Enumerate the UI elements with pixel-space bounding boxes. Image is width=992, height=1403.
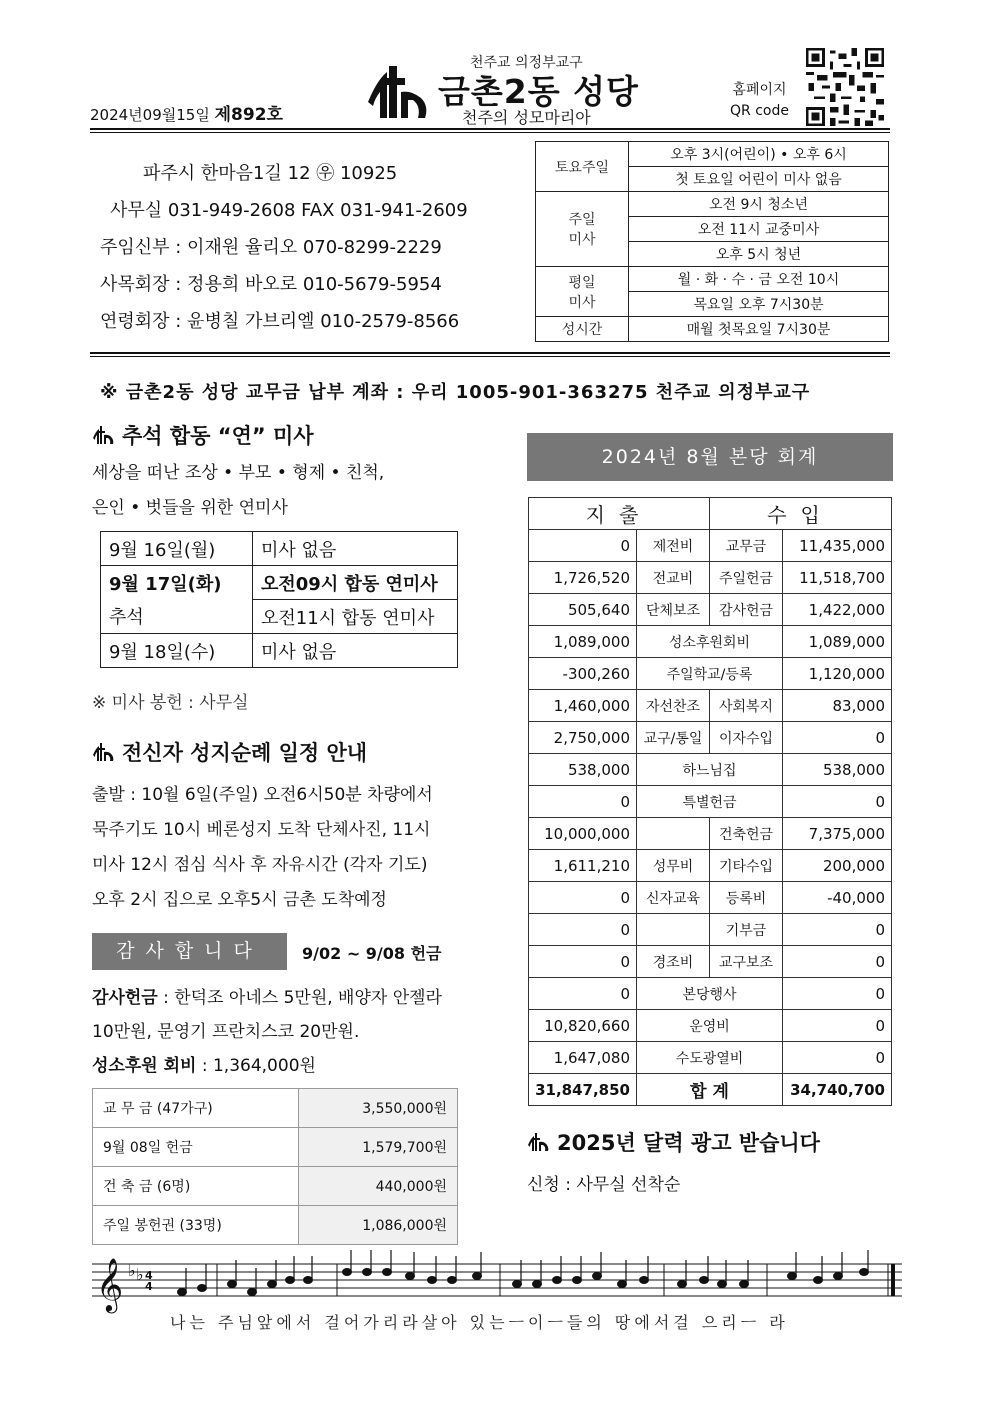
sunday-label-2: 미사 <box>568 232 596 248</box>
offering-label: 9월 08일 헌금 <box>93 1128 299 1167</box>
weekday-mass-1: 월 · 화 · 수 · 금 오전 10시 <box>629 267 889 292</box>
chuseok-heading <box>92 420 314 450</box>
finance-item: 하느님집 <box>637 754 783 786</box>
music-note <box>286 1277 295 1284</box>
expense-item: 성무비 <box>637 850 710 882</box>
music-note <box>553 1277 562 1284</box>
expense-item: 경조비 <box>637 946 710 978</box>
music-note <box>383 1269 392 1276</box>
income-amount: 1,120,000 <box>783 658 892 690</box>
calendar-ad-title: 2025년 달력 광고 받습니다 <box>557 1131 820 1155</box>
offering-label: 건 축 금 (6명) <box>93 1167 299 1206</box>
income-amount: 1,089,000 <box>783 626 892 658</box>
weekday-label-2: 미사 <box>568 294 596 311</box>
chuseok-desc-2: 은인 • 벗들을 위한 연미사 <box>92 498 288 518</box>
income-item: 건축헌금 <box>710 818 783 850</box>
vocation-amount: : 1,364,000원 <box>196 1056 316 1076</box>
finance-row <box>529 562 892 594</box>
header-rule-thin <box>90 132 890 133</box>
music-note <box>248 1289 257 1296</box>
mass-schedule-table <box>535 141 889 342</box>
expense-item <box>637 914 710 946</box>
income-header: 수입 <box>710 498 892 530</box>
income-amount: 0 <box>783 1042 892 1074</box>
offering-label: 교 무 금 (47가구) <box>93 1089 299 1128</box>
expense-amount: 0 <box>529 786 637 818</box>
finance-total-row <box>529 1074 892 1106</box>
total-income: 34,740,700 <box>783 1074 892 1106</box>
church-logo-icon <box>365 62 435 122</box>
thanks-line-3 <box>92 1051 316 1076</box>
contact-rule <box>90 352 890 354</box>
income-item: 교무금 <box>710 530 783 562</box>
music-note <box>834 1273 843 1280</box>
offering-amount: 3,550,000원 <box>299 1089 458 1128</box>
music-note <box>814 1277 823 1284</box>
income-item: 기타수입 <box>710 850 783 882</box>
income-amount: 11,518,700 <box>783 562 892 594</box>
svg-text:♭: ♭ <box>128 1261 136 1280</box>
income-amount: -40,000 <box>783 882 892 914</box>
total-expense: 31,847,850 <box>529 1074 637 1106</box>
offering-amount: 1,579,700원 <box>299 1128 458 1167</box>
pilgrimage-line: 묵주기도 10시 베론성지 도착 단체사진, 11시 <box>92 820 431 840</box>
holy-hour: 매월 첫목요일 7시30분 <box>629 317 889 342</box>
finance-row <box>529 722 892 754</box>
homepage-label <box>730 80 789 122</box>
header-rule <box>90 128 890 130</box>
finance-row <box>529 978 892 1010</box>
music-note <box>533 1281 542 1288</box>
finance-table <box>528 497 892 1106</box>
finance-row <box>529 1010 892 1042</box>
pastor-contact: 주임신부 : 이재원 율리오 070-8299-2229 <box>100 237 442 258</box>
finance-row <box>529 690 892 722</box>
finance-item: 수도광열비 <box>637 1042 783 1074</box>
weekday-mass-2: 목요일 오후 7시30분 <box>629 292 889 317</box>
income-amount: 0 <box>783 914 892 946</box>
thanks-label-box: 감사합니다 <box>92 933 287 970</box>
account-notice: ※ 금촌2동 성당 교무금 납부 계좌 : 우리 1005-901-363275 천주교 의정부교구 <box>100 382 811 403</box>
music-note <box>640 1277 649 1284</box>
music-note <box>406 1273 415 1280</box>
chuseok-date: 9월 16일(월) <box>101 532 253 566</box>
offering-amount: 1,086,000원 <box>299 1206 458 1245</box>
expense-item: 교구/통일 <box>637 722 710 754</box>
pilgrimage-line: 미사 12시 점심 식사 후 자유시간 (각자 기도) <box>92 855 428 875</box>
expense-amount: 0 <box>529 978 637 1010</box>
expense-header: 지출 <box>529 498 710 530</box>
thanks-line-1 <box>92 983 442 1008</box>
qr-text: QR code <box>730 103 789 119</box>
income-item: 감사헌금 <box>710 594 783 626</box>
sunday-label <box>536 192 629 267</box>
music-note <box>473 1273 482 1280</box>
pilgrimage-body <box>92 778 433 918</box>
chuseok-date: 9월 17일(화) <box>101 566 253 600</box>
offering-amount: 440,000원 <box>299 1167 458 1206</box>
finance-row <box>529 818 892 850</box>
svg-text:4: 4 <box>145 1280 153 1293</box>
income-amount: 83,000 <box>783 690 892 722</box>
vocation-label: 성소후원 회비 <box>92 1056 197 1076</box>
expense-amount: 0 <box>529 914 637 946</box>
income-amount: 0 <box>783 786 892 818</box>
music-note <box>228 1281 237 1288</box>
homepage-text: 홈페이지 <box>732 82 787 98</box>
income-amount: 0 <box>783 946 892 978</box>
church-name: 금촌2동 성당 <box>438 72 639 111</box>
music-note <box>448 1277 457 1284</box>
offering-table <box>92 1088 458 1245</box>
thanks-label: 감사헌금 <box>92 988 158 1008</box>
expense-amount: 505,640 <box>529 594 637 626</box>
expense-amount: 10,820,660 <box>529 1010 637 1042</box>
music-note <box>678 1281 687 1288</box>
expense-item: 신자교육 <box>637 882 710 914</box>
funeral-contact: 연령회장 : 윤병칠 가브리엘 010-2579-8566 <box>100 311 460 332</box>
music-note <box>860 1269 869 1276</box>
music-note <box>573 1277 582 1284</box>
weekday-label-1: 평일 <box>568 274 596 291</box>
finance-row <box>529 1042 892 1074</box>
holy-hour-label: 성시간 <box>536 317 629 342</box>
income-amount: 200,000 <box>783 850 892 882</box>
finance-row <box>529 914 892 946</box>
finance-title: 2024년 8월 본당 회계 <box>527 433 893 481</box>
weekday-label <box>536 267 629 317</box>
expense-amount: 1,460,000 <box>529 690 637 722</box>
chuseok-note: ※ 미사 봉헌 : 사무실 <box>92 693 249 713</box>
finance-item: 운영비 <box>637 1010 783 1042</box>
address: 파주시 한마음1길 12 ㉾ 10925 <box>143 163 398 184</box>
chuseok-info: 오전09시 합동 연미사 <box>253 566 458 600</box>
church-mark-icon <box>527 1132 549 1152</box>
diocese-name: 천주교 의정부교구 <box>470 55 583 71</box>
finance-row <box>529 754 892 786</box>
expense-item: 제전비 <box>637 530 710 562</box>
chuseok-desc-1: 세상을 떠난 조상 • 부모 • 형제 • 친척, <box>92 463 385 483</box>
finance-row <box>529 786 892 818</box>
total-label: 합 계 <box>637 1074 783 1106</box>
pilgrimage-title: 전신자 성지순례 일정 안내 <box>122 741 368 765</box>
chuseok-info: 오전11시 합동 연미사 <box>253 600 458 634</box>
income-amount: 1,422,000 <box>783 594 892 626</box>
thanks-period: 9/02 ~ 9/08 헌금 <box>302 944 442 963</box>
issue-number: 제892호 <box>214 105 283 125</box>
saturday-label: 토요주일 <box>536 142 629 192</box>
sunday-label-1: 주일 <box>568 212 596 228</box>
chuseok-info: 미사 없음 <box>253 532 458 566</box>
chuseok-date: 9월 18일(수) <box>101 634 253 668</box>
music-note <box>198 1285 207 1292</box>
expense-amount: 10,000,000 <box>529 818 637 850</box>
pilgrimage-heading <box>92 737 367 767</box>
finance-row <box>529 594 892 626</box>
music-note <box>718 1281 727 1288</box>
bulletin-date <box>90 100 283 125</box>
income-amount: 0 <box>783 1010 892 1042</box>
income-item: 주일헌금 <box>710 562 783 594</box>
patron-saint: 천주의 성모마리아 <box>462 108 591 127</box>
svg-text:4: 4 <box>145 1269 153 1282</box>
income-amount: 0 <box>783 722 892 754</box>
offering-label: 주일 봉헌권 (33명) <box>93 1206 299 1245</box>
expense-amount: 0 <box>529 882 637 914</box>
sunday-mass-1: 오전 9시 청소년 <box>629 192 889 217</box>
calendar-ad-text: 신청 : 사무실 선착순 <box>527 1175 681 1195</box>
music-note <box>513 1281 522 1288</box>
sunday-mass-3: 오후 5시 청년 <box>629 242 889 267</box>
music-note <box>363 1269 372 1276</box>
expense-item: 단체보조 <box>637 594 710 626</box>
expense-item <box>637 818 710 850</box>
council-contact: 사목회장 : 정용희 바오로 010-5679-5954 <box>100 274 442 295</box>
finance-row <box>529 882 892 914</box>
expense-amount: 0 <box>529 530 637 562</box>
pilgrimage-line: 오후 2시 집으로 오후5시 금촌 도착예정 <box>92 890 387 910</box>
pilgrimage-line: 출발 : 10월 6일(주일) 오전6시50분 차량에서 <box>92 785 433 805</box>
finance-row <box>529 658 892 690</box>
expense-amount: 2,750,000 <box>529 722 637 754</box>
thanks-text: : 한덕조 아네스 5만원, 배양자 안젤라 <box>157 988 442 1008</box>
finance-item: 본당행사 <box>637 978 783 1010</box>
income-item: 이자수입 <box>710 722 783 754</box>
song-lyrics: 나는 주님앞에서 걸어가리라살아 있는ㅡ이ㅡ들의 땅에서걸 으리ㅡ 라 <box>170 1313 789 1332</box>
expense-amount: 538,000 <box>529 754 637 786</box>
thanks-line-2: 10만원, 문영기 프란치스코 20만원. <box>92 1022 360 1042</box>
income-item: 사회복지 <box>710 690 783 722</box>
music-note <box>428 1277 437 1284</box>
contact-rule-thin <box>90 356 890 357</box>
contact-info <box>100 155 468 340</box>
income-amount: 11,435,000 <box>783 530 892 562</box>
music-note <box>593 1273 602 1280</box>
chuseok-table <box>100 531 458 668</box>
music-note <box>178 1289 187 1296</box>
music-note <box>268 1281 277 1288</box>
church-mark-icon <box>92 425 114 445</box>
expense-amount: -300,260 <box>529 658 637 690</box>
calendar-ad-heading <box>527 1127 820 1157</box>
finance-item: 특별헌금 <box>637 786 783 818</box>
music-note <box>788 1273 797 1280</box>
expense-amount: 1,647,080 <box>529 1042 637 1074</box>
svg-text:♭: ♭ <box>136 1265 144 1284</box>
income-item: 기부금 <box>710 914 783 946</box>
saturday-note: 첫 토요일 어린이 미사 없음 <box>629 167 889 192</box>
music-note <box>304 1277 313 1284</box>
church-mark-icon <box>92 742 114 762</box>
finance-row <box>529 850 892 882</box>
expense-amount: 1,726,520 <box>529 562 637 594</box>
finance-row <box>529 626 892 658</box>
music-note <box>740 1281 749 1288</box>
office-phone: 사무실 031-949-2608 FAX 031-941-2609 <box>110 200 468 221</box>
finance-row <box>529 530 892 562</box>
music-note <box>618 1281 627 1288</box>
income-item: 등록비 <box>710 882 783 914</box>
date-text: 2024년09월15일 <box>90 106 210 124</box>
expense-amount: 0 <box>529 946 637 978</box>
income-amount: 538,000 <box>783 754 892 786</box>
saturday-mass: 오후 3시(어린이) • 오후 6시 <box>629 142 889 167</box>
income-amount: 0 <box>783 978 892 1010</box>
finance-row <box>529 946 892 978</box>
income-item: 교구보조 <box>710 946 783 978</box>
music-note <box>700 1277 709 1284</box>
chuseok-info: 미사 없음 <box>253 634 458 668</box>
expense-item: 전교비 <box>637 562 710 594</box>
expense-amount: 1,089,000 <box>529 626 637 658</box>
qr-code-icon[interactable] <box>806 48 884 126</box>
svg-text:𝄞: 𝄞 <box>96 1257 124 1311</box>
chuseok-date-holiday: 추석 <box>101 600 253 634</box>
income-amount: 7,375,000 <box>783 818 892 850</box>
music-note <box>343 1269 352 1276</box>
expense-item: 자선찬조 <box>637 690 710 722</box>
sunday-mass-2: 오전 11시 교중미사 <box>629 217 889 242</box>
expense-amount: 1,611,210 <box>529 850 637 882</box>
chuseok-title: 추석 합동 “연” 미사 <box>122 424 314 448</box>
finance-item: 주일학교/등록 <box>637 658 783 690</box>
finance-item: 성소후원회비 <box>637 626 783 658</box>
